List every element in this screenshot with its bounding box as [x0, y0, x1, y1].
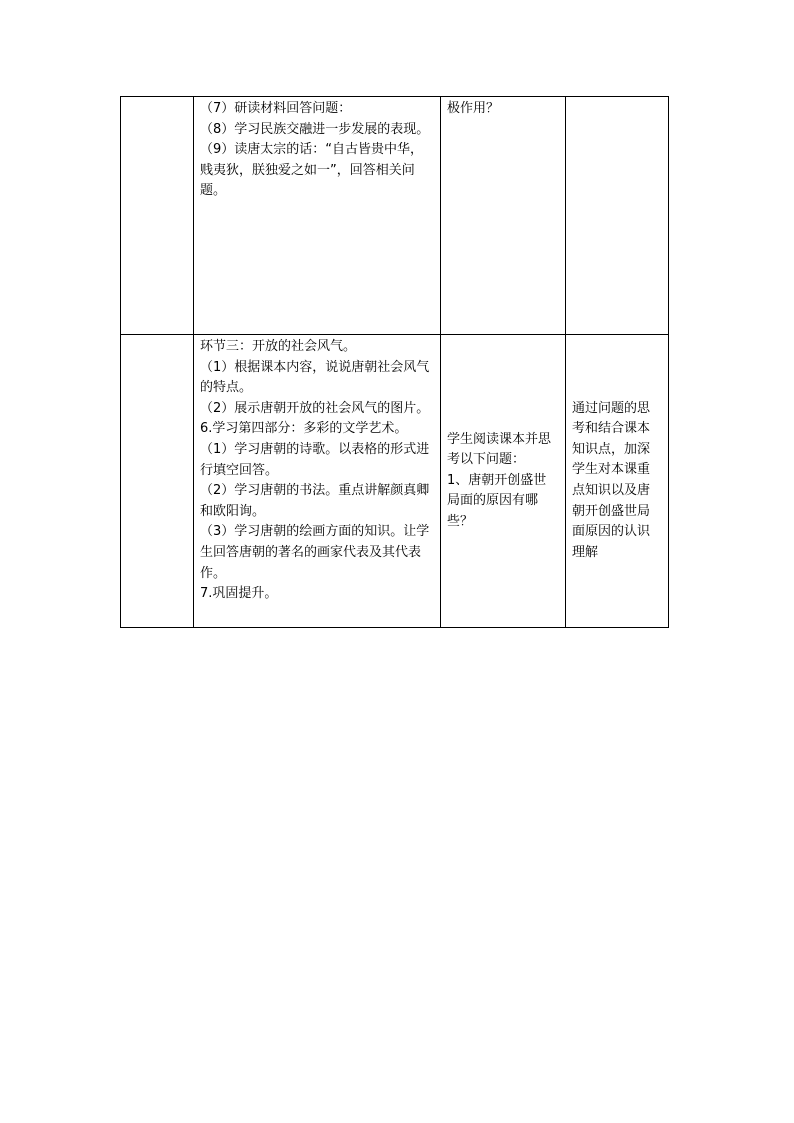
- row2-student-activity-cell: [441, 335, 566, 628]
- text-line: 7.巩固提升。: [200, 586, 278, 602]
- row1-stage-cell: [121, 97, 194, 335]
- row1-student-activity-cell: [441, 97, 566, 335]
- row1-teacher-activity-cell: [194, 97, 441, 335]
- text-line: 极作用？: [447, 101, 500, 116]
- text-line: （8）学习民族交融进一步发展的表现。: [200, 121, 430, 137]
- text-line: （1）根据课本内容，说说唐朝社会风气的特点。: [200, 359, 430, 396]
- text-line: 通过问题的思考和结合课本知识点，加深学生对本课重点知识以及唐朝开创盛世局面原因的认识理解: [572, 400, 651, 560]
- text-line: （9）读唐太宗的话：“自古皆贵中华，贱夷狄，朕独爱之如一”，回答相关问题。: [200, 142, 424, 199]
- table-row: [121, 97, 669, 335]
- table-row: [121, 335, 669, 628]
- text-line: 1、唐朝开创盛世局面的原因有哪些？: [447, 472, 547, 529]
- text-line: （2）学习唐朝的书法。重点讲解颜真卿和欧阳询。: [200, 483, 430, 519]
- row1-design-intent-cell: [566, 97, 669, 335]
- row2-teacher-activity-cell: [194, 335, 441, 628]
- text-line: 6.学习第四部分：多彩的文学艺术。: [200, 421, 408, 437]
- text-line: 环节三：开放的社会风气。: [200, 339, 357, 354]
- text-line: （3）学习唐朝的绘画方面的知识。让学生回答唐朝的著名的画家代表及其代表作。: [200, 524, 430, 581]
- lesson-plan-table: [120, 96, 669, 628]
- row2-design-intent-cell: [566, 335, 669, 628]
- text-line: （2）展示唐朝开放的社会风气的图片。: [200, 400, 430, 416]
- row2-stage-cell: [121, 335, 194, 628]
- text-line: （7）研读材料回答问题：: [200, 101, 352, 116]
- text-line: 学生阅读课本并思考以下问题：: [447, 431, 552, 468]
- text-line: （1）学习唐朝的诗歌。以表格的形式进行填空回答。: [200, 441, 430, 478]
